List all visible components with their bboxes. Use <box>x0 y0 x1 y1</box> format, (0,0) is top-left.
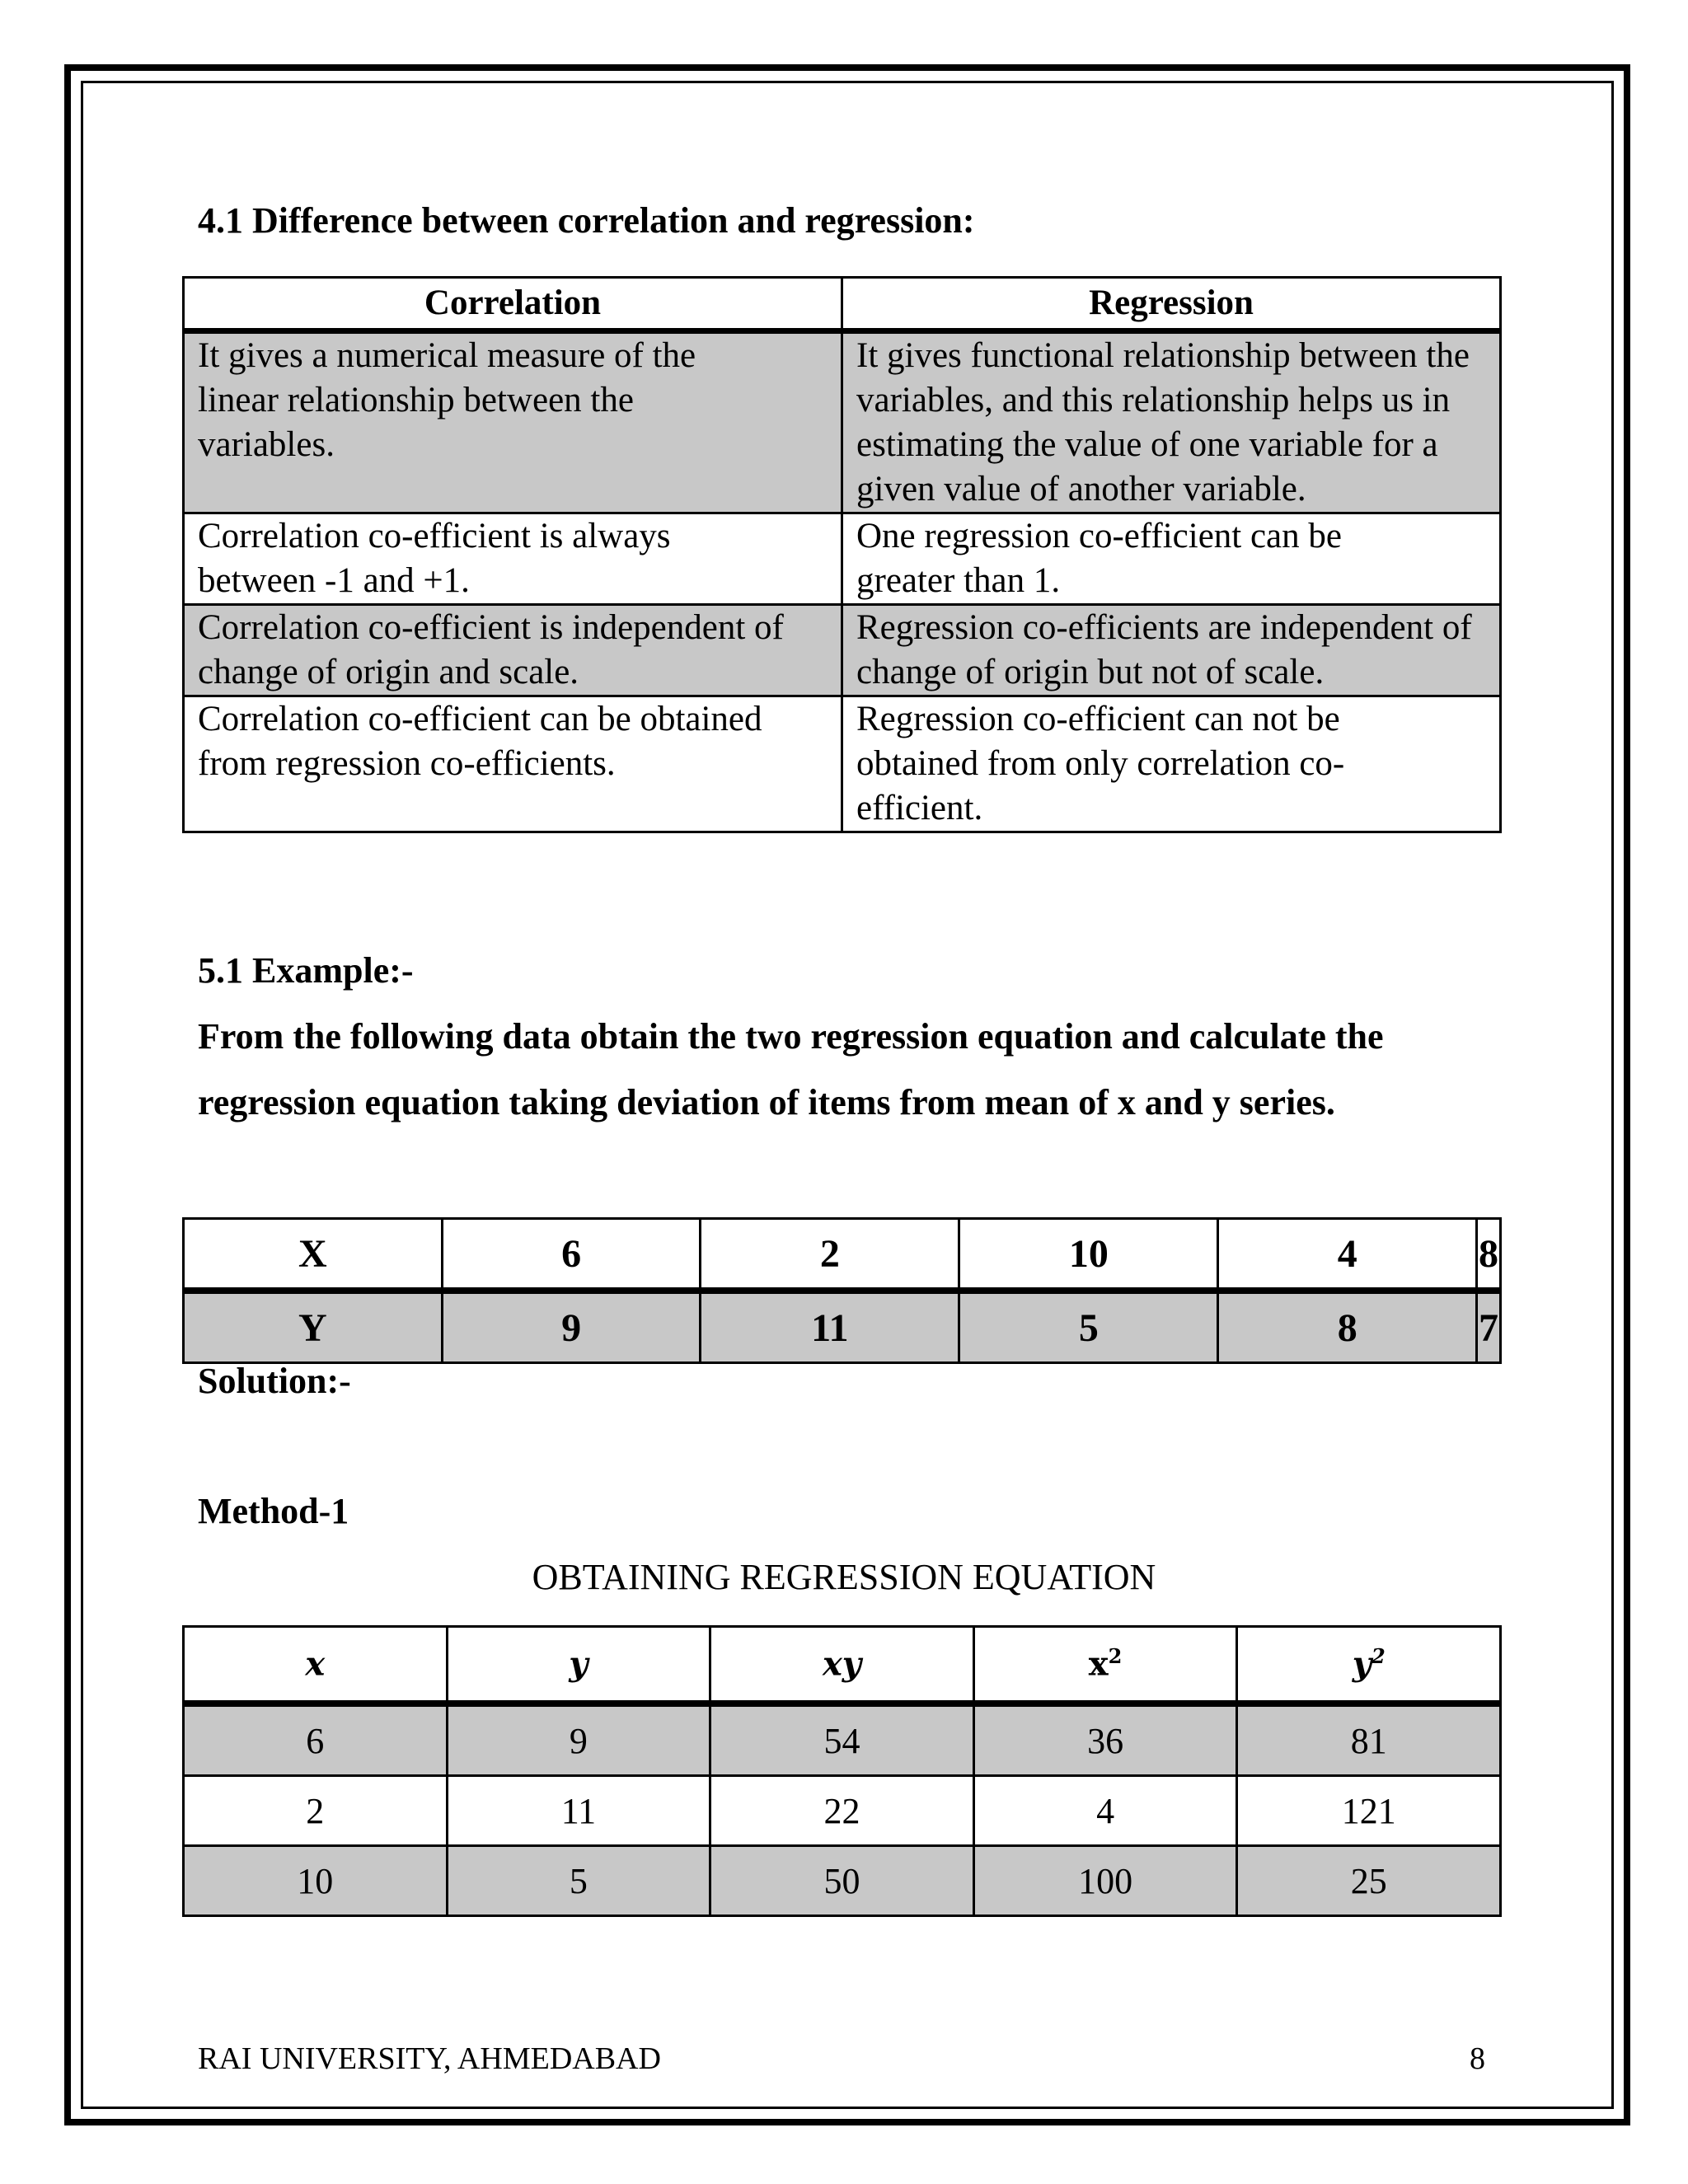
header-text: y <box>1352 1644 1372 1684</box>
regression-cell <box>842 696 1501 832</box>
header-y <box>447 1627 710 1704</box>
cell: 121 <box>1237 1776 1501 1846</box>
comparison-table <box>182 276 1502 833</box>
x-value: 2 <box>701 1219 959 1291</box>
table-row <box>184 331 1501 513</box>
header-xy <box>710 1627 974 1704</box>
cell: 10 <box>184 1846 448 1916</box>
footer-institution: RAI UNIVERSITY, AHMEDABAD <box>198 2041 661 2076</box>
table-row <box>184 696 1501 832</box>
cell: 50 <box>710 1846 974 1916</box>
header-x <box>184 1627 448 1704</box>
header-regression: Regression <box>842 278 1501 331</box>
correlation-cell <box>184 513 842 605</box>
cell: 4 <box>973 1776 1237 1846</box>
x-label: X <box>184 1219 443 1291</box>
cell: 9 <box>447 1704 710 1776</box>
table-row <box>184 1704 1501 1776</box>
y-value: 5 <box>959 1291 1218 1363</box>
problem-statement-line-2: regression equation taking deviation of items from mean of x and y series. <box>198 1082 1335 1122</box>
cell-text: It gives functional relationship between the variables, and this relationship helps us in estimating the value of one variable for a given value of another variable. <box>856 336 1470 509</box>
regression-table <box>182 1625 1502 1917</box>
table-row <box>184 605 1501 696</box>
regression-header-row <box>184 1627 1501 1704</box>
cell-text: Correlation co-efficient is always between -1 and +1. <box>198 517 671 600</box>
x-value: 10 <box>959 1219 1218 1291</box>
solution-label: Solution:- <box>198 1361 351 1401</box>
cell-text: It gives a numerical measure of the linear relationship between the variables. <box>198 336 696 464</box>
table-caption: OBTAINING REGRESSION EQUATION <box>532 1557 1156 1597</box>
cell: 81 <box>1237 1704 1501 1776</box>
header-text: x <box>1088 1644 1109 1684</box>
header-text: x <box>305 1644 326 1684</box>
header-text: xy <box>822 1644 862 1684</box>
header-x-squared <box>973 1627 1237 1704</box>
cell: 22 <box>710 1776 974 1846</box>
page-number: 8 <box>1470 2041 1485 2076</box>
correlation-cell <box>184 605 842 696</box>
x-value: 4 <box>1218 1219 1477 1291</box>
cell-text: Regression co-efficients are independent of change of origin but not of scale. <box>856 608 1472 691</box>
cell: 54 <box>710 1704 974 1776</box>
table-row <box>184 1776 1501 1846</box>
y-value: 7 <box>1476 1291 1500 1363</box>
method-label: Method-1 <box>198 1491 349 1531</box>
x-value: 6 <box>442 1219 701 1291</box>
table-row-y <box>184 1291 1501 1363</box>
table-row <box>184 1846 1501 1916</box>
y-value: 9 <box>442 1291 701 1363</box>
cell-text: Regression co-efficient can not be obtained from only correlation co-efficient. <box>856 700 1345 827</box>
header-text: y <box>569 1644 588 1684</box>
regression-cell <box>842 331 1501 513</box>
x-value: 8 <box>1476 1219 1500 1291</box>
y-label: Y <box>184 1291 443 1363</box>
regression-cell <box>842 513 1501 605</box>
cell: 36 <box>973 1704 1237 1776</box>
y-value: 8 <box>1218 1291 1477 1363</box>
problem-statement-line-1: From the following data obtain the two regression equation and calculate the <box>198 1016 1384 1057</box>
cell: 100 <box>973 1846 1237 1916</box>
y-value: 11 <box>701 1291 959 1363</box>
cell: 25 <box>1237 1846 1501 1916</box>
table-row <box>184 513 1501 605</box>
cell-text: Correlation co-efficient can be obtained from regression co-efficients. <box>198 700 762 783</box>
header-sup: 2 <box>1371 1644 1386 1669</box>
cell-text: One regression co-efficient can be greater than 1. <box>856 517 1342 600</box>
section-4-1-heading: 4.1 Difference between correlation and regression: <box>198 200 975 241</box>
correlation-cell <box>184 331 842 513</box>
correlation-cell <box>184 696 842 832</box>
cell: 2 <box>184 1776 448 1846</box>
table-row-x <box>184 1219 1501 1291</box>
cell: 5 <box>447 1846 710 1916</box>
header-correlation: Correlation <box>184 278 842 331</box>
comparison-header-row <box>184 278 1501 331</box>
section-5-1-heading: 5.1 Example:- <box>198 950 414 991</box>
cell: 6 <box>184 1704 448 1776</box>
cell-text: Correlation co-efficient is independent of change of origin and scale. <box>198 608 784 691</box>
data-table <box>182 1217 1502 1364</box>
header-y-squared <box>1237 1627 1501 1704</box>
regression-cell <box>842 605 1501 696</box>
cell: 11 <box>447 1776 710 1846</box>
header-sup: 2 <box>1108 1644 1123 1669</box>
